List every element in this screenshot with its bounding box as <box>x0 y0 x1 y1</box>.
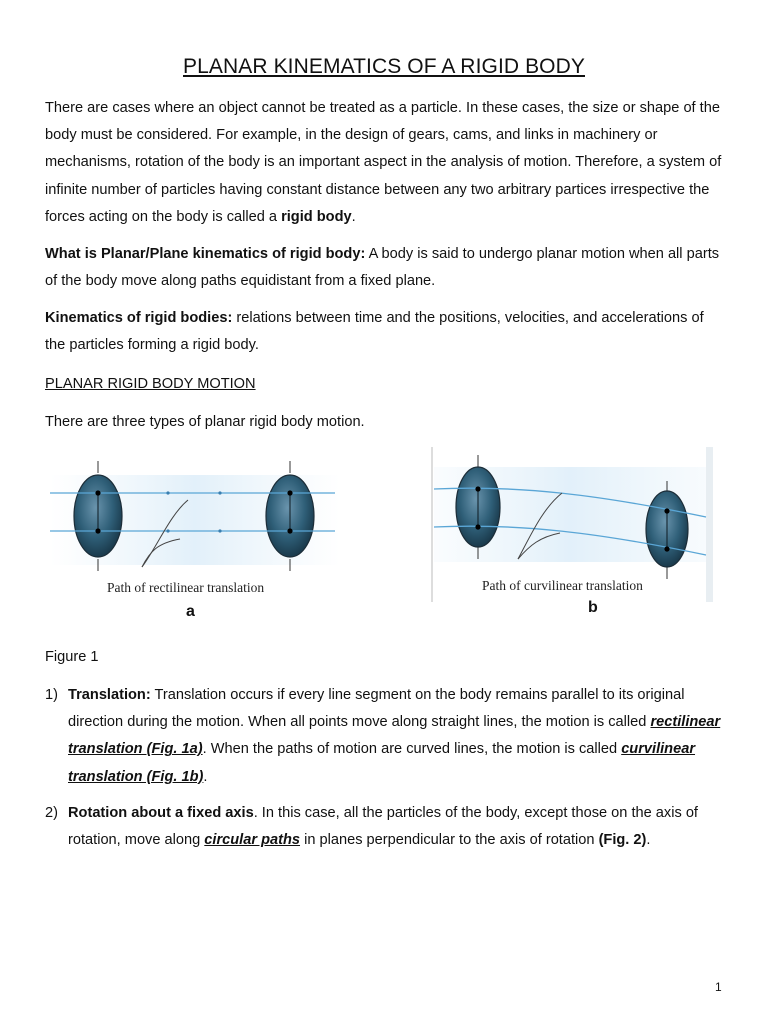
translation-text: Translation occurs if every line segment on the body remains parallel to its original direction during the motion. When all points move along straight lines, the motion is called <box>68 687 685 731</box>
intro-text: There are cases where an object cannot be treated as a particle. In these cases, the size or shape of the body must be considered. For example, in the design of gears, cams, and links in machinery or mechanisms, rotation of the body is an important aspect in the analysis of motion. Therefore, a system of infinite number of particles having constant distance between any two arbitrary partices irrespective the forces acting on the body is called a <box>45 100 722 225</box>
list-number: 1) <box>45 687 58 703</box>
caption-curvilinear: Path of curvilinear translation <box>482 578 643 593</box>
list-text <box>68 682 725 791</box>
kinematics-definition <box>45 305 725 359</box>
rotation-label: Rotation about a fixed axis <box>68 805 254 821</box>
fig-2-reference: (Fig. 2) <box>598 832 647 849</box>
figure-label-a: a <box>186 603 195 620</box>
rotation-text: . In this case, all the particles of the body, except those on the axis of rotation, move along <box>68 805 698 849</box>
list-item-translation <box>45 682 725 792</box>
figure-1a-rectilinear <box>50 455 340 600</box>
curvilinear-term: curvilinear translation (Fig. 1b) <box>68 741 696 785</box>
point-marker <box>95 490 100 495</box>
rotation-text-2: in planes perpendicular to the axis of rotation <box>300 832 599 849</box>
figure-caption: Figure 1 <box>45 649 99 665</box>
circular-paths-term: circular paths <box>204 832 301 849</box>
kinematics-definition-text: relations between time and the positions, velocities, and accelerations of the particles forming a rigid body. <box>45 310 704 354</box>
point-marker <box>287 490 292 495</box>
planar-definition-text: A body is said to undergo planar motion when all parts of the body move along paths equidistant from a fixed plane. <box>45 246 720 290</box>
intro-end: . <box>351 208 356 225</box>
three-types-text: There are three types of planar rigid body motion. <box>45 414 365 430</box>
translation-text-2: . When the paths of motion are curved lines, the motion is called <box>202 741 622 758</box>
path-dot <box>166 529 169 532</box>
point-marker <box>95 528 100 533</box>
point-marker <box>475 524 480 529</box>
rectilinear-term: rectilinear translation (Fig. 1a) <box>68 714 721 758</box>
rigid-body-term: rigid body <box>281 208 352 225</box>
planar-definition-label: What is Planar/Plane kinematics of rigid body: <box>45 246 366 262</box>
point-marker <box>475 486 480 491</box>
translation-label: Translation: <box>68 687 151 703</box>
section-heading: PLANAR RIGID BODY MOTION <box>45 376 256 392</box>
page-title: PLANAR KINEMATICS OF A RIGID BODY <box>183 55 585 78</box>
rotation-text-end: . <box>646 832 651 849</box>
point-marker <box>664 508 669 513</box>
path-dot <box>218 529 221 532</box>
list-number: 2) <box>45 805 58 821</box>
planar-definition <box>45 241 725 295</box>
translation-text-end: . <box>203 768 208 785</box>
point-marker <box>287 528 292 533</box>
frame-edge <box>706 447 713 602</box>
kinematics-definition-label: Kinematics of rigid bodies: <box>45 310 233 326</box>
intro-paragraph <box>45 95 725 231</box>
list-text <box>68 800 725 854</box>
caption-rectilinear: Path of rectilinear translation <box>107 580 265 595</box>
figure-label-b: b <box>588 599 598 616</box>
point-marker <box>664 546 669 551</box>
path-dot <box>166 491 169 494</box>
figure-1b-curvilinear <box>430 447 713 602</box>
path-dot <box>218 491 221 494</box>
page-number: 1 <box>715 980 722 994</box>
list-item-rotation <box>45 800 725 860</box>
